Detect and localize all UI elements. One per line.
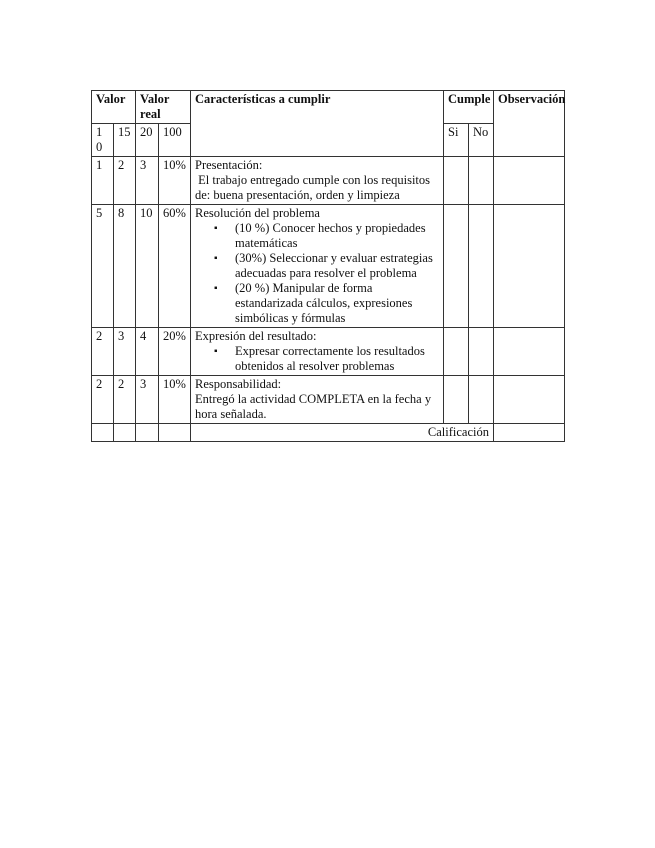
observacion-cell[interactable]	[494, 157, 565, 205]
criterion-row-responsabilidad	[92, 376, 565, 424]
cumple-no-cell[interactable]	[469, 205, 494, 328]
footer-empty-cell	[92, 424, 114, 442]
observacion-cell[interactable]	[494, 205, 565, 328]
criterion-bullet: ▪ (10 %) Conocer hechos y propiedades matemáticas	[235, 221, 439, 251]
criterion-cell	[191, 157, 444, 205]
value-cell: 10%	[159, 376, 191, 424]
value-cell: 2	[92, 376, 114, 424]
cumple-no-cell[interactable]	[469, 376, 494, 424]
observacion-cell[interactable]	[494, 328, 565, 376]
value-cell: 5	[92, 205, 114, 328]
criterion-cell	[191, 205, 444, 328]
value-cell: 1	[92, 157, 114, 205]
value-cell: 10%	[159, 157, 191, 205]
cumple-si-cell[interactable]	[444, 205, 469, 328]
criterion-text: El trabajo entregado cumple con los requisitos de: buena presentación, orden y limpieza	[195, 173, 434, 202]
header-row	[92, 91, 565, 124]
criterion-row-resolucion	[92, 205, 565, 328]
subheader-value: 100	[159, 124, 191, 157]
subheader-value: 1 0	[92, 124, 114, 157]
criterion-title: Expresión del resultado:	[195, 329, 317, 343]
criterion-bullet-list	[195, 344, 439, 374]
cumple-si-cell[interactable]	[444, 376, 469, 424]
criterion-title: Responsabilidad:	[195, 377, 282, 391]
criterion-bullet: ▪ (30%) Seleccionar y evaluar estrategias adecuadas para resolver el problema	[235, 251, 439, 281]
no-header: No	[469, 124, 494, 157]
valor-real-header: Valor real	[136, 91, 191, 124]
footer-empty-cell	[114, 424, 136, 442]
footer-empty-cell	[136, 424, 159, 442]
value-cell: 8	[114, 205, 136, 328]
criterion-row-presentacion	[92, 157, 565, 205]
cumple-si-cell[interactable]	[444, 328, 469, 376]
footer-empty-cell	[159, 424, 191, 442]
rubric-table	[91, 90, 565, 442]
calificacion-value-cell[interactable]	[494, 424, 565, 442]
value-cell: 2	[114, 376, 136, 424]
footer-row	[92, 424, 565, 442]
subheader-value: 20	[136, 124, 159, 157]
value-cell: 20%	[159, 328, 191, 376]
observacion-cell[interactable]	[494, 376, 565, 424]
valor-header: Valor	[92, 91, 136, 124]
criterion-cell	[191, 376, 444, 424]
criterion-bullet: ▪ Expresar correctamente los resultados obtenidos al resolver problemas	[235, 344, 439, 374]
cumple-si-cell[interactable]	[444, 157, 469, 205]
cumple-no-cell[interactable]	[469, 157, 494, 205]
value-cell: 2	[114, 157, 136, 205]
cumple-no-cell[interactable]	[469, 328, 494, 376]
caracteristicas-header: Características a cumplir	[191, 91, 444, 157]
value-cell: 2	[92, 328, 114, 376]
value-cell: 3	[136, 376, 159, 424]
observacion-header: Observación	[494, 91, 565, 157]
value-cell: 3	[136, 157, 159, 205]
value-cell: 60%	[159, 205, 191, 328]
value-cell: 3	[114, 328, 136, 376]
value-cell: 4	[136, 328, 159, 376]
criterion-row-expresion	[92, 328, 565, 376]
cumple-header: Cumple	[444, 91, 494, 124]
criterion-bullet: ▪ (20 %) Manipular de forma estandarizada cálculos, expresiones simbólicas y fórmulas	[235, 281, 439, 326]
value-cell: 10	[136, 205, 159, 328]
criterion-title: Resolución del problema	[195, 206, 320, 220]
subheader-value: 15	[114, 124, 136, 157]
criterion-title: Presentación:	[195, 158, 263, 172]
criterion-cell	[191, 328, 444, 376]
calificacion-label: Calificación	[191, 424, 494, 442]
si-header: Si	[444, 124, 469, 157]
criterion-bullet-list	[195, 221, 439, 326]
criterion-text: Entregó la actividad COMPLETA en la fecha y hora señalada.	[195, 392, 432, 421]
